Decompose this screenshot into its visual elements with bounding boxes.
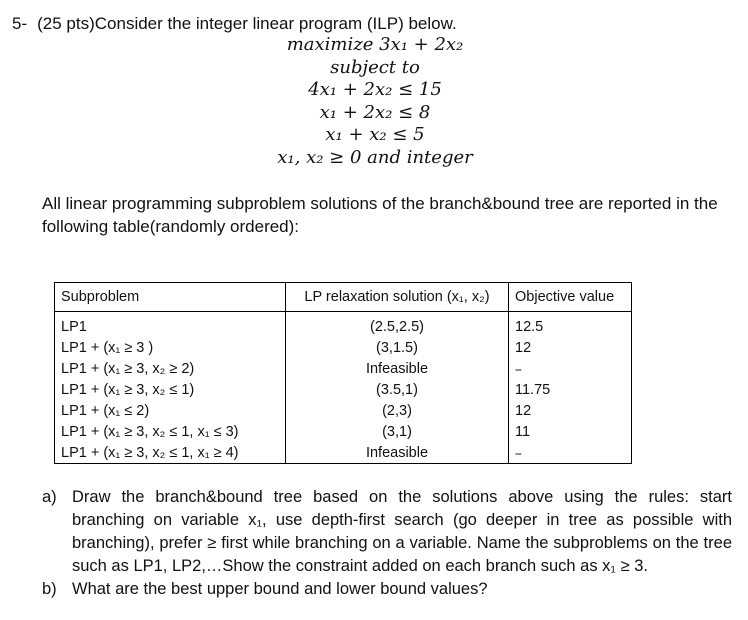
intro-paragraph: All linear programming subproblem solutions of the branch&bound tree are reported in the following table(randomly ordered): bbox=[42, 194, 718, 236]
part-label: b) bbox=[42, 580, 57, 598]
subproblem-table bbox=[54, 282, 632, 464]
table-row bbox=[55, 421, 632, 442]
cell-solution: (2.5,2.5) bbox=[286, 312, 509, 338]
table-row bbox=[55, 337, 632, 358]
question-number: 5- bbox=[12, 14, 28, 33]
cell-objective bbox=[509, 442, 632, 464]
table-row bbox=[55, 379, 632, 400]
ilp-constraint-3: x₁ + x₂ ≤ 5 bbox=[325, 124, 425, 145]
ilp-subject-to: subject to bbox=[330, 56, 420, 78]
part-text: Draw the branch&bound tree based on the solutions above using the rules: start branching on variable x₁, use depth-first search (go deeper in tree as possible with branching), prefer ≥ first while branching on a variable. Name the subproblems on the tree such as LP1, LP2,…Show the constraint added on each branch such as x₁ ≥ 3. bbox=[72, 488, 732, 575]
question-title: (25 pts)Consider the integer linear program (ILP) below. bbox=[37, 14, 457, 33]
part-text: What are the best upper bound and lower bound values? bbox=[72, 580, 488, 598]
question-parts bbox=[42, 486, 732, 601]
header-lp-solution: LP relaxation solution (x₁, x₂) bbox=[286, 283, 509, 312]
cell-objective-dash: -- bbox=[515, 445, 521, 460]
cell-solution: Infeasible bbox=[286, 358, 509, 379]
ilp-constraint-domain: x₁, x₂ ≥ 0 and integer bbox=[277, 146, 473, 168]
part-a bbox=[42, 486, 732, 578]
header-objective: Objective value bbox=[509, 283, 632, 312]
part-b bbox=[42, 578, 732, 601]
table-row bbox=[55, 400, 632, 421]
cell-subproblem: LP1 + (x₁ ≤ 2) bbox=[55, 400, 286, 421]
cell-subproblem: LP1 + (x₁ ≥ 3, x₂ ≥ 2) bbox=[55, 358, 286, 379]
cell-solution: Infeasible bbox=[286, 442, 509, 464]
cell-subproblem: LP1 bbox=[55, 312, 286, 338]
cell-subproblem: LP1 + (x₁ ≥ 3, x₂ ≤ 1, x₁ ≤ 3) bbox=[55, 421, 286, 442]
ilp-formulation bbox=[250, 34, 500, 169]
question-header bbox=[12, 14, 457, 34]
cell-subproblem: LP1 + (x₁ ≥ 3, x₂ ≤ 1, x₁ ≥ 4) bbox=[55, 442, 286, 464]
table-row bbox=[55, 442, 632, 464]
header-subproblem: Subproblem bbox=[55, 283, 286, 312]
cell-solution: (3,1) bbox=[286, 421, 509, 442]
cell-objective: 12 bbox=[509, 337, 632, 358]
cell-solution: (3,1.5) bbox=[286, 337, 509, 358]
ilp-constraint-2: x₁ + 2x₂ ≤ 8 bbox=[319, 101, 431, 123]
table-row bbox=[55, 312, 632, 338]
cell-subproblem: LP1 + (x₁ ≥ 3 ) bbox=[55, 337, 286, 358]
cell-objective-dash: -- bbox=[515, 361, 521, 376]
part-label: a) bbox=[42, 488, 57, 506]
cell-solution: (2,3) bbox=[286, 400, 509, 421]
cell-objective: 11 bbox=[509, 421, 632, 442]
cell-objective: 11.75 bbox=[509, 379, 632, 400]
cell-objective: 12.5 bbox=[509, 312, 632, 338]
table-row bbox=[55, 358, 632, 379]
cell-objective bbox=[509, 358, 632, 379]
cell-objective: 12 bbox=[509, 400, 632, 421]
ilp-constraint-1: 4x₁ + 2x₂ ≤ 15 bbox=[308, 79, 442, 100]
cell-subproblem: LP1 + (x₁ ≥ 3, x₂ ≤ 1) bbox=[55, 379, 286, 400]
cell-solution: (3.5,1) bbox=[286, 379, 509, 400]
ilp-objective: maximize 3x₁ + 2x₂ bbox=[286, 34, 464, 55]
